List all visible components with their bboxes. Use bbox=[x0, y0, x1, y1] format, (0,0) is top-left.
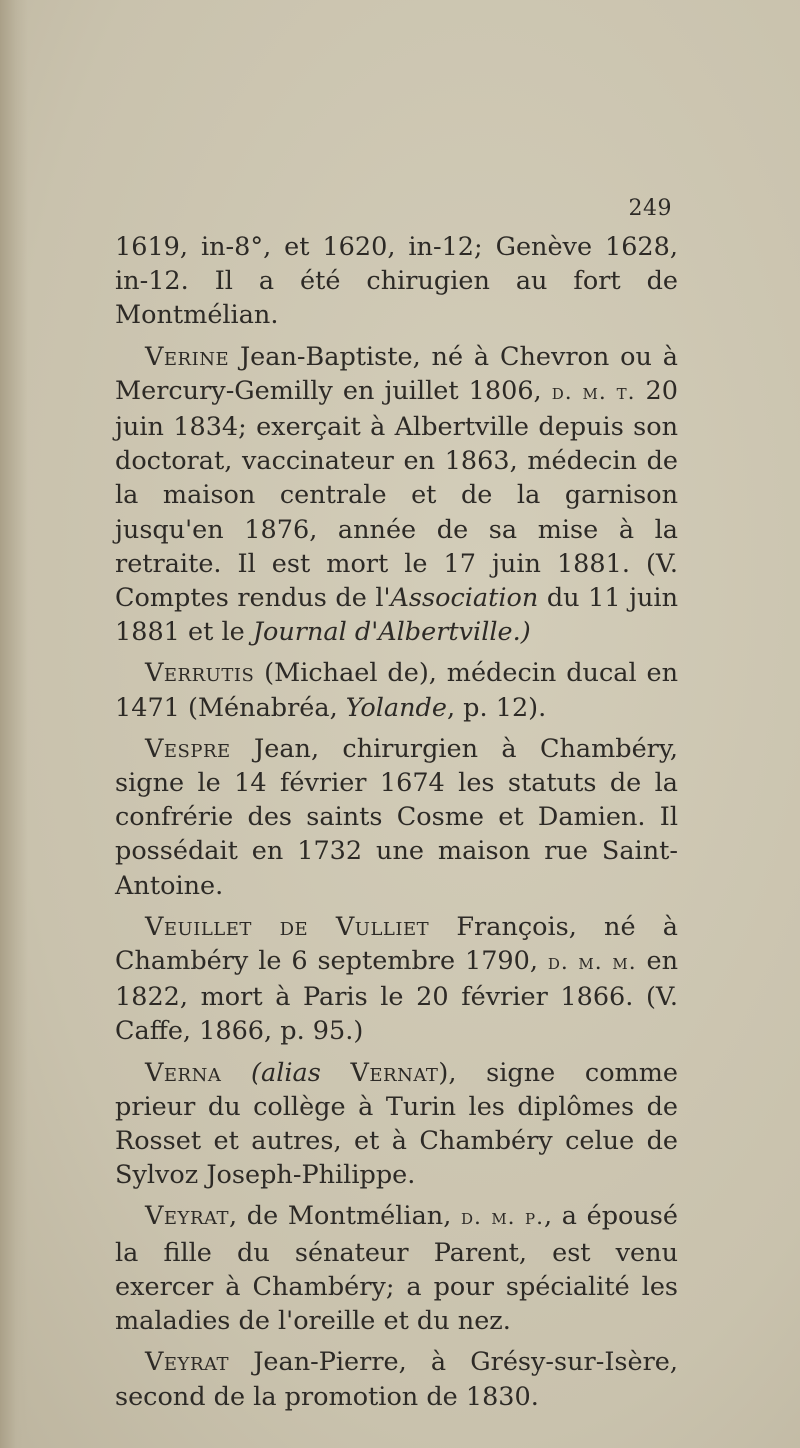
degree-abbreviation: d. m. t. bbox=[551, 379, 636, 405]
italic-title: Yolande bbox=[345, 692, 447, 723]
degree-abbreviation: d. m. m. bbox=[547, 950, 637, 976]
entry-verrutis bbox=[115, 656, 678, 724]
entry-text: , p. 12). bbox=[446, 692, 547, 723]
entry-verna bbox=[115, 1056, 678, 1193]
entry-text: Jean, chirurgien à Chambéry, signe le 14 février 1674 les statuts de la confrérie des saints Cosme et Damien. Il possédait en 1732 une maison rue Saint-Antoine. bbox=[115, 733, 678, 901]
page-number: 249 bbox=[628, 196, 672, 221]
entry-text: Jean-Baptiste, né à Chevron ou à Mercury-Gemilly en juillet 1806, bbox=[115, 341, 678, 406]
page-body bbox=[115, 230, 678, 1414]
intro-line-2: Il a été chirugien au fort de Montmélian. bbox=[115, 266, 678, 331]
entry-text: 20 juin 1834; exerçait à Albertville depuis son doctorat, vaccinateur en 1863, médecin de la maison centrale et de la garnison jusqu'en 1876, année de sa mise à la retraite. Il est mort le 17 juin 1881. (V. Comptes rendus de l' bbox=[115, 375, 678, 614]
entry-name: Veyrat bbox=[145, 1201, 230, 1232]
entry-veyrat-1 bbox=[115, 1199, 678, 1338]
entry-text: , a épousé la fille du sénateur Parent, est venu exercer à Chambéry; a pour spécialité les maladies de l'oreille et du nez. bbox=[115, 1201, 678, 1337]
entry-alias-name: Vernat bbox=[350, 1057, 439, 1088]
entry-text: (Michael de), médecin ducal en 1471 (Ménabréa, bbox=[115, 658, 678, 723]
entry-text: , de Montmélian, bbox=[229, 1201, 461, 1232]
entry-name: Veuillet de Vulliet bbox=[145, 911, 430, 942]
entry-text: François, né à Chambéry le 6 septembre 1790, bbox=[115, 911, 678, 977]
entry-verine bbox=[115, 340, 678, 650]
entry-text: du 11 juin 1881 et le bbox=[115, 583, 678, 648]
italic-title: Association bbox=[390, 583, 539, 614]
entry-name: Vespre bbox=[145, 733, 231, 764]
intro-line-1: 1619, in-8°, et 1620, in-12; Genève 1628, in-12. bbox=[115, 232, 678, 297]
intro-paragraph bbox=[115, 230, 678, 333]
entry-vespre bbox=[115, 732, 678, 903]
entry-name: Verna bbox=[145, 1057, 222, 1088]
italic-alias: (alias bbox=[221, 1057, 351, 1088]
entry-text: ), signe comme prieur du collège à Turin les diplômes de Rosset et autres, et à Chambéry celue de Sylvoz Joseph-Philippe. bbox=[115, 1057, 678, 1191]
degree-abbreviation: d. m. p. bbox=[460, 1205, 544, 1231]
entry-name: Verine bbox=[145, 341, 230, 372]
entry-veuillet bbox=[115, 910, 678, 1049]
italic-title: Journal d'Albertville.) bbox=[252, 617, 531, 648]
entry-name: Verrutis bbox=[145, 658, 255, 689]
page-gutter-shadow bbox=[0, 0, 28, 1448]
entry-veyrat-2 bbox=[115, 1345, 678, 1413]
entry-name: Veyrat bbox=[145, 1347, 230, 1378]
entry-text: en 1822, mort à Paris le 20 février 1866. (V. Caffe, 1866, p. 95.) bbox=[115, 946, 678, 1047]
entry-text: Jean-Pierre, à Grésy-sur-Isère, second de la promotion de 1830. bbox=[115, 1347, 678, 1412]
